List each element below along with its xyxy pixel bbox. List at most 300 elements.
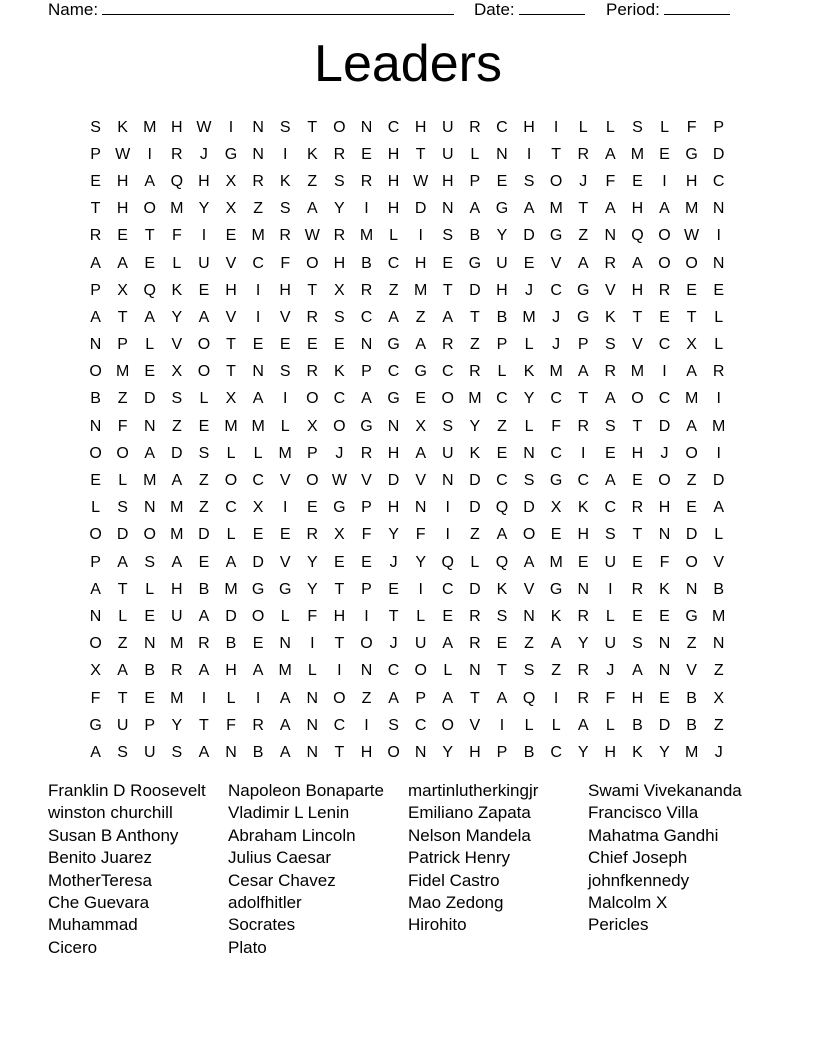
grid-letter[interactable]: J [389, 635, 398, 653]
grid-letter[interactable]: Y [306, 580, 318, 598]
grid-letter[interactable]: R [577, 607, 590, 625]
grid-letter[interactable]: N [523, 444, 535, 462]
grid-letter[interactable]: E [90, 172, 101, 190]
grid-letter[interactable]: A [523, 200, 535, 218]
grid-letter[interactable]: A [469, 200, 481, 218]
grid-letter[interactable]: X [252, 499, 264, 517]
grid-letter[interactable]: I [581, 444, 586, 462]
grid-letter[interactable]: G [224, 145, 238, 163]
grid-letter[interactable]: S [198, 444, 210, 462]
grid-letter[interactable]: A [90, 743, 101, 761]
grid-letter[interactable]: P [361, 363, 372, 381]
grid-letter[interactable]: Z [713, 716, 724, 734]
grid-letter[interactable]: E [144, 607, 156, 625]
grid-letter[interactable]: E [90, 472, 101, 490]
grid-letter[interactable]: S [144, 553, 156, 571]
grid-letter[interactable]: I [418, 580, 423, 598]
grid-letter[interactable]: A [604, 390, 616, 408]
grid-letter[interactable]: A [604, 200, 616, 218]
grid-letter[interactable]: E [632, 172, 643, 190]
grid-letter[interactable]: I [255, 689, 261, 707]
grid-letter[interactable]: L [118, 472, 128, 490]
grid-letter[interactable]: H [333, 607, 346, 625]
grid-letter[interactable]: H [171, 118, 183, 136]
grid-letter[interactable]: E [279, 336, 291, 354]
grid-letter[interactable]: A [686, 363, 697, 381]
grid-letter[interactable]: N [712, 254, 725, 272]
grid-letter[interactable]: R [252, 716, 264, 734]
grid-letter[interactable]: N [252, 363, 264, 381]
grid-letter[interactable]: X [225, 172, 237, 190]
grid-letter[interactable]: R [171, 662, 183, 680]
grid-letter[interactable]: W [331, 472, 347, 490]
grid-letter[interactable]: A [171, 472, 183, 490]
grid-letter[interactable]: T [334, 635, 345, 653]
grid-letter[interactable]: W [413, 172, 429, 190]
grid-letter[interactable]: S [117, 499, 128, 517]
grid-letter[interactable]: J [525, 281, 534, 299]
grid-letter[interactable]: N [89, 417, 102, 435]
grid-letter[interactable]: T [117, 580, 128, 598]
grid-letter[interactable]: Z [117, 635, 128, 653]
grid-letter[interactable]: A [496, 689, 508, 707]
grid-letter[interactable]: S [632, 635, 643, 653]
grid-letter[interactable]: A [198, 607, 210, 625]
grid-letter[interactable]: I [201, 227, 207, 245]
grid-letter[interactable]: J [389, 553, 398, 571]
grid-letter[interactable]: E [361, 553, 372, 571]
grid-letter[interactable]: E [496, 635, 508, 653]
grid-letter[interactable]: X [550, 499, 562, 517]
grid-letter[interactable]: D [685, 526, 698, 544]
grid-letter[interactable]: Y [469, 417, 481, 435]
grid-letter[interactable]: T [578, 200, 589, 218]
grid-letter[interactable]: G [251, 580, 265, 598]
grid-letter[interactable]: C [414, 716, 427, 734]
grid-letter[interactable]: N [658, 526, 671, 544]
grid-letter[interactable]: T [551, 145, 562, 163]
grid-letter[interactable]: G [685, 145, 698, 163]
grid-letter[interactable]: P [577, 336, 589, 354]
name-field[interactable] [48, 0, 454, 18]
grid-letter[interactable]: U [441, 118, 454, 136]
grid-letter[interactable]: H [604, 743, 617, 761]
grid-letter[interactable]: R [469, 607, 481, 625]
grid-letter[interactable]: E [361, 145, 372, 163]
date-field[interactable] [474, 0, 585, 18]
grid-letter[interactable]: H [360, 743, 373, 761]
grid-letter[interactable]: C [333, 390, 346, 408]
grid-letter[interactable]: E [686, 281, 697, 299]
grid-letter[interactable]: K [279, 172, 291, 190]
grid-letter[interactable]: I [147, 145, 152, 163]
grid-letter[interactable]: T [469, 308, 480, 326]
grid-letter[interactable]: N [306, 689, 319, 707]
grid-letter[interactable]: A [144, 308, 156, 326]
grid-letter[interactable]: V [604, 281, 616, 299]
grid-letter[interactable]: S [334, 172, 345, 190]
grid-letter[interactable]: B [90, 390, 101, 408]
grid-letter[interactable]: D [387, 472, 400, 490]
grid-letter[interactable]: V [279, 308, 291, 326]
grid-letter[interactable]: A [90, 254, 101, 272]
grid-letter[interactable]: G [468, 254, 482, 272]
grid-letter[interactable]: N [252, 145, 264, 163]
grid-letter[interactable]: A [577, 363, 589, 381]
grid-letter[interactable]: M [115, 363, 130, 381]
grid-letter[interactable]: D [171, 444, 183, 462]
grid-letter[interactable]: P [361, 580, 372, 598]
grid-letter[interactable]: P [713, 118, 725, 136]
grid-letter[interactable]: I [364, 200, 369, 218]
grid-letter[interactable]: D [523, 227, 535, 245]
grid-letter[interactable]: R [469, 118, 481, 136]
grid-letter[interactable]: H [631, 689, 644, 707]
grid-letter[interactable]: L [118, 607, 128, 625]
grid-letter[interactable]: L [91, 499, 100, 517]
grid-letter[interactable]: N [360, 662, 373, 680]
grid-letter[interactable]: A [252, 662, 264, 680]
grid-letter[interactable]: S [523, 662, 535, 680]
grid-letter[interactable]: L [280, 417, 290, 435]
grid-letter[interactable]: C [604, 499, 617, 517]
grid-letter[interactable]: N [712, 635, 725, 653]
grid-letter[interactable]: V [686, 662, 697, 680]
grid-letter[interactable]: H [387, 145, 400, 163]
grid-letter[interactable]: B [686, 689, 697, 707]
grid-letter[interactable]: H [631, 281, 644, 299]
grid-letter[interactable]: A [577, 254, 589, 272]
grid-letter[interactable]: L [714, 336, 724, 354]
grid-letter[interactable]: E [117, 227, 128, 245]
grid-letter[interactable]: D [469, 281, 481, 299]
grid-letter[interactable]: N [89, 336, 102, 354]
grid-letter[interactable]: S [632, 118, 643, 136]
grid-letter[interactable]: N [685, 580, 698, 598]
grid-letter[interactable]: H [198, 172, 210, 190]
grid-letter[interactable]: I [310, 635, 315, 653]
grid-letter[interactable]: O [441, 390, 454, 408]
grid-letter[interactable]: H [225, 662, 237, 680]
grid-letter[interactable]: A [686, 417, 697, 435]
grid-letter[interactable]: U [171, 607, 183, 625]
grid-letter[interactable]: D [523, 499, 535, 517]
grid-letter[interactable]: R [306, 308, 319, 326]
grid-letter[interactable]: L [605, 118, 615, 136]
grid-letter[interactable]: A [306, 200, 318, 218]
grid-letter[interactable]: Y [577, 743, 589, 761]
grid-letter[interactable]: C [360, 308, 373, 326]
grid-letter[interactable]: L [145, 336, 155, 354]
grid-letter[interactable]: H [658, 499, 671, 517]
grid-letter[interactable]: Y [306, 553, 318, 571]
grid-letter[interactable]: H [685, 172, 698, 190]
grid-letter[interactable]: O [197, 363, 211, 381]
grid-letter[interactable]: Q [441, 553, 454, 571]
grid-letter[interactable]: L [714, 308, 724, 326]
grid-letter[interactable]: B [496, 308, 508, 326]
grid-letter[interactable]: H [387, 499, 400, 517]
grid-letter[interactable]: E [279, 526, 291, 544]
grid-letter[interactable]: L [524, 336, 534, 354]
grid-letter[interactable]: B [198, 580, 210, 598]
grid-letter[interactable]: E [334, 553, 345, 571]
grid-letter[interactable]: E [632, 472, 643, 490]
grid-letter[interactable]: T [388, 607, 399, 625]
grid-letter[interactable]: A [523, 553, 535, 571]
grid-letter[interactable]: N [523, 607, 535, 625]
grid-letter[interactable]: N [658, 662, 671, 680]
grid-letter[interactable]: Z [361, 689, 372, 707]
grid-letter[interactable]: A [496, 526, 508, 544]
grid-letter[interactable]: C [441, 363, 454, 381]
grid-letter[interactable]: P [90, 553, 101, 571]
grid-letter[interactable]: Y [415, 553, 426, 571]
grid-letter[interactable]: P [496, 336, 508, 354]
grid-letter[interactable]: I [364, 607, 369, 625]
grid-letter[interactable]: R [577, 417, 590, 435]
grid-letter[interactable]: G [278, 580, 292, 598]
grid-letter[interactable]: H [577, 526, 590, 544]
grid-letter[interactable]: T [497, 662, 507, 680]
grid-letter[interactable]: A [415, 444, 426, 462]
grid-letter[interactable]: R [306, 363, 319, 381]
word-search-grid[interactable] [82, 114, 742, 767]
grid-letter[interactable]: A [388, 689, 399, 707]
grid-letter[interactable]: D [658, 417, 671, 435]
grid-letter[interactable]: O [116, 444, 129, 462]
grid-letter[interactable]: N [658, 635, 671, 653]
grid-letter[interactable]: K [550, 607, 562, 625]
grid-letter[interactable]: S [496, 607, 508, 625]
grid-letter[interactable]: A [388, 308, 399, 326]
grid-letter[interactable]: T [90, 200, 101, 218]
grid-letter[interactable]: J [552, 308, 561, 326]
grid-letter[interactable]: W [304, 227, 320, 245]
grid-letter[interactable]: D [116, 526, 129, 544]
grid-letter[interactable]: I [526, 145, 532, 163]
grid-letter[interactable]: G [414, 363, 427, 381]
date-blank-line[interactable] [519, 0, 585, 15]
grid-letter[interactable]: Z [497, 417, 507, 435]
grid-letter[interactable]: K [659, 580, 670, 598]
grid-letter[interactable]: C [387, 363, 400, 381]
grid-letter[interactable]: R [577, 689, 590, 707]
grid-letter[interactable]: Z [469, 526, 480, 544]
grid-letter[interactable]: R [441, 336, 454, 354]
grid-letter[interactable]: I [662, 172, 667, 190]
period-blank-line[interactable] [664, 0, 730, 15]
grid-letter[interactable]: K [577, 499, 589, 517]
grid-letter[interactable]: L [714, 526, 724, 544]
grid-letter[interactable]: S [90, 118, 101, 136]
grid-letter[interactable]: F [307, 607, 318, 625]
grid-letter[interactable]: J [606, 662, 615, 680]
grid-letter[interactable]: I [418, 227, 423, 245]
grid-letter[interactable]: U [604, 553, 617, 571]
grid-letter[interactable]: I [282, 145, 288, 163]
grid-letter[interactable]: E [496, 172, 508, 190]
grid-letter[interactable]: N [496, 145, 508, 163]
grid-letter[interactable]: O [251, 607, 265, 625]
grid-letter[interactable]: B [523, 743, 535, 761]
grid-letter[interactable]: L [389, 227, 399, 245]
grid-letter[interactable]: A [604, 145, 616, 163]
grid-letter[interactable]: A [144, 172, 156, 190]
grid-letter[interactable]: M [143, 472, 157, 490]
grid-letter[interactable]: U [496, 254, 508, 272]
grid-letter[interactable]: R [360, 172, 373, 190]
grid-letter[interactable]: Q [170, 172, 184, 190]
grid-letter[interactable]: O [333, 417, 346, 435]
grid-letter[interactable]: T [334, 580, 345, 598]
grid-letter[interactable]: R [360, 444, 373, 462]
grid-letter[interactable]: T [117, 308, 128, 326]
grid-letter[interactable]: D [712, 145, 725, 163]
grid-letter[interactable]: H [171, 580, 183, 598]
grid-letter[interactable]: K [171, 281, 183, 299]
grid-letter[interactable]: Y [388, 526, 399, 544]
grid-letter[interactable]: E [415, 390, 426, 408]
grid-letter[interactable]: B [632, 716, 643, 734]
grid-letter[interactable]: M [224, 417, 238, 435]
grid-letter[interactable]: U [604, 635, 617, 653]
grid-letter[interactable]: T [144, 227, 155, 245]
grid-letter[interactable]: Y [334, 200, 345, 218]
grid-letter[interactable]: F [415, 526, 426, 544]
grid-letter[interactable]: O [197, 336, 211, 354]
grid-letter[interactable]: F [280, 254, 291, 272]
grid-letter[interactable]: I [282, 390, 288, 408]
grid-letter[interactable]: T [632, 526, 643, 544]
period-field[interactable] [606, 0, 730, 18]
grid-letter[interactable]: V [225, 308, 237, 326]
grid-letter[interactable]: T [686, 308, 697, 326]
grid-letter[interactable]: B [686, 716, 697, 734]
grid-letter[interactable]: O [89, 526, 102, 544]
grid-letter[interactable]: S [388, 716, 399, 734]
grid-letter[interactable]: X [334, 281, 345, 299]
grid-letter[interactable]: I [201, 689, 207, 707]
grid-letter[interactable]: B [144, 662, 156, 680]
grid-letter[interactable]: M [170, 689, 184, 707]
grid-letter[interactable]: Y [659, 743, 670, 761]
grid-letter[interactable]: A [442, 308, 454, 326]
grid-letter[interactable]: I [716, 390, 721, 408]
grid-letter[interactable]: L [199, 390, 209, 408]
grid-letter[interactable]: R [577, 662, 590, 680]
grid-letter[interactable]: L [551, 716, 561, 734]
grid-letter[interactable]: E [198, 281, 210, 299]
grid-letter[interactable]: H [116, 200, 129, 218]
grid-letter[interactable]: H [631, 200, 644, 218]
grid-letter[interactable]: A [144, 444, 156, 462]
grid-letter[interactable]: V [713, 553, 725, 571]
grid-letter[interactable]: N [306, 716, 319, 734]
grid-letter[interactable]: S [604, 336, 616, 354]
grid-letter[interactable]: E [713, 281, 725, 299]
grid-letter[interactable]: H [469, 743, 481, 761]
grid-letter[interactable]: P [90, 145, 101, 163]
grid-letter[interactable]: R [604, 363, 617, 381]
grid-letter[interactable]: J [714, 743, 723, 761]
grid-letter[interactable]: V [361, 472, 372, 490]
grid-letter[interactable]: E [577, 553, 589, 571]
grid-letter[interactable]: H [333, 254, 346, 272]
grid-letter[interactable]: O [685, 254, 698, 272]
grid-letter[interactable]: Z [388, 281, 399, 299]
grid-letter[interactable]: S [523, 172, 535, 190]
grid-letter[interactable]: M [278, 662, 292, 680]
grid-letter[interactable]: A [361, 390, 372, 408]
grid-letter[interactable]: S [523, 472, 535, 490]
grid-letter[interactable]: H [387, 444, 400, 462]
grid-letter[interactable]: G [549, 227, 563, 245]
grid-letter[interactable]: A [442, 689, 454, 707]
grid-letter[interactable]: A [713, 499, 725, 517]
grid-letter[interactable]: O [333, 118, 346, 136]
grid-letter[interactable]: U [143, 743, 156, 761]
grid-letter[interactable]: B [252, 743, 264, 761]
grid-letter[interactable]: F [551, 417, 562, 435]
grid-letter[interactable]: I [716, 444, 721, 462]
grid-letter[interactable]: A [659, 200, 670, 218]
grid-letter[interactable]: N [143, 635, 156, 653]
grid-letter[interactable]: Z [199, 499, 209, 517]
grid-letter[interactable]: X [415, 417, 426, 435]
grid-letter[interactable]: M [712, 607, 726, 625]
grid-letter[interactable]: R [469, 363, 481, 381]
grid-letter[interactable]: H [414, 254, 427, 272]
grid-letter[interactable]: A [604, 472, 616, 490]
grid-letter[interactable]: Z [253, 200, 263, 218]
grid-letter[interactable]: J [660, 444, 669, 462]
grid-letter[interactable]: M [278, 444, 292, 462]
grid-letter[interactable]: T [307, 281, 318, 299]
grid-letter[interactable]: K [496, 580, 508, 598]
grid-letter[interactable]: Z [415, 308, 426, 326]
grid-letter[interactable]: T [415, 145, 426, 163]
grid-letter[interactable]: R [279, 227, 291, 245]
grid-letter[interactable]: X [686, 336, 697, 354]
grid-letter[interactable]: N [414, 499, 427, 517]
grid-letter[interactable]: S [442, 227, 454, 245]
grid-letter[interactable]: R [333, 227, 346, 245]
grid-letter[interactable]: F [361, 526, 372, 544]
grid-letter[interactable]: L [524, 417, 534, 435]
grid-letter[interactable]: Q [522, 689, 536, 707]
grid-letter[interactable]: O [387, 743, 400, 761]
grid-letter[interactable]: L [470, 145, 480, 163]
grid-letter[interactable]: C [550, 444, 562, 462]
grid-letter[interactable]: C [387, 662, 400, 680]
grid-letter[interactable]: N [143, 499, 156, 517]
grid-letter[interactable]: K [523, 363, 535, 381]
grid-letter[interactable]: F [171, 227, 182, 245]
grid-letter[interactable]: L [605, 716, 615, 734]
grid-letter[interactable]: M [414, 281, 428, 299]
grid-letter[interactable]: E [496, 444, 508, 462]
grid-letter[interactable]: U [414, 635, 427, 653]
grid-letter[interactable]: U [116, 716, 129, 734]
grid-letter[interactable]: C [252, 254, 264, 272]
grid-letter[interactable]: R [252, 172, 264, 190]
grid-letter[interactable]: P [496, 743, 508, 761]
grid-letter[interactable]: T [578, 390, 589, 408]
grid-letter[interactable]: V [225, 254, 237, 272]
grid-letter[interactable]: O [89, 635, 102, 653]
grid-letter[interactable]: G [549, 472, 563, 490]
